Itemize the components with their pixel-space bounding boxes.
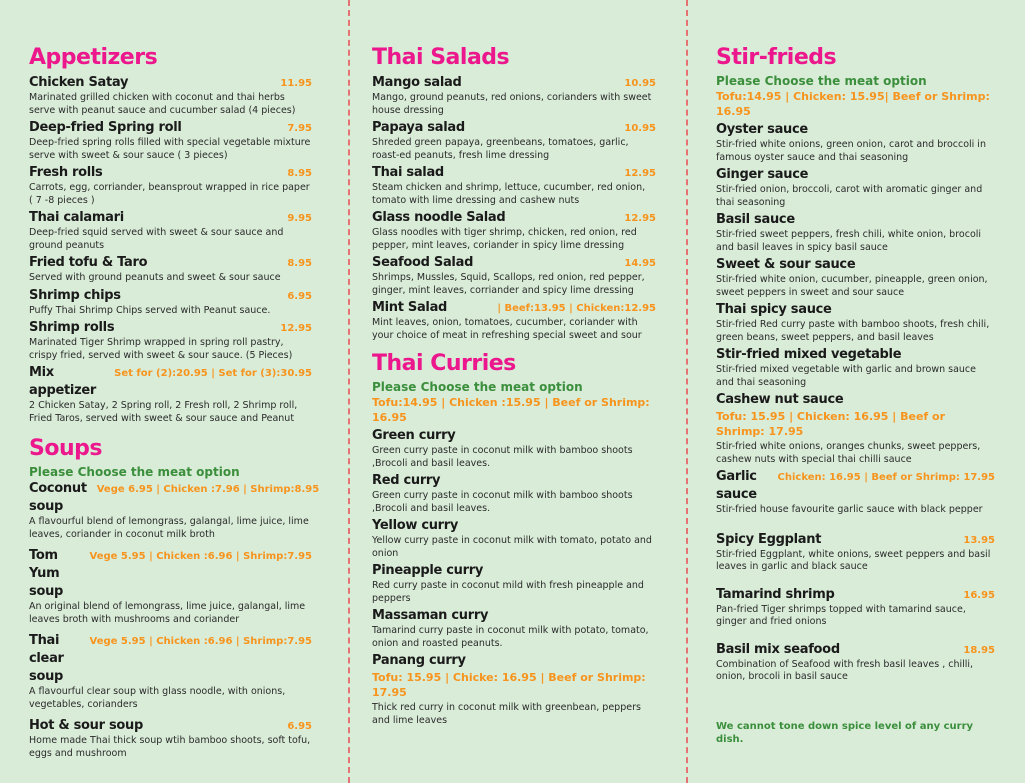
curries-list [372, 427, 656, 727]
menu-item-description: Stir-fried white onions, oranges chunks, sweet peppers, cashew nuts with special thai chilli sauce [716, 441, 981, 465]
menu-item-description: Deep-fried spring rolls filled with special vegetable mixture serve with sweet & sour sauce ( 3 pieces) [29, 137, 311, 161]
menu-item-price: | Beef:13.95 | Chicken:12.95 [497, 303, 656, 314]
menu-item [372, 254, 656, 297]
menu-item [29, 74, 312, 117]
menu-item-header [372, 299, 656, 317]
menu-item-name: Coconut soup [29, 481, 87, 514]
menu-item-name: Fried tofu & Taro [29, 255, 148, 270]
menu-item-name: Mango salad [372, 75, 462, 90]
menu-item-description: Stir-fried onion, broccoli, carot with aromatic ginger and thai seasoning [716, 184, 983, 208]
menu-item [372, 209, 656, 252]
menu-item-header [716, 531, 995, 549]
menu-item-name: Stir-fried mixed vegetable [716, 347, 902, 362]
salads-list [372, 74, 656, 342]
menu-item-name: Red curry [372, 473, 441, 488]
menu-item-price: 16.95 [963, 589, 995, 601]
menu-item-name: Glass noodle Salad [372, 210, 506, 225]
menu-item [716, 256, 995, 299]
menu-item-header [372, 517, 656, 535]
menu-item-header [372, 472, 656, 490]
menu-item-header [716, 211, 995, 229]
menu-item-name: Thai clear soup [29, 633, 64, 684]
curries-choose-note: Please Choose the meat option [372, 380, 583, 394]
menu-item-header [716, 586, 995, 604]
menu-item-name: Papaya salad [372, 120, 465, 135]
menu-item-header [372, 164, 656, 182]
menu-item-name: Seafood Salad [372, 255, 474, 270]
menu-item-header [372, 427, 656, 445]
menu-item [29, 717, 312, 760]
menu-item [372, 562, 656, 605]
menu-item [29, 632, 312, 711]
menu-item [372, 119, 656, 162]
menu-item-name: Thai calamari [29, 210, 124, 225]
menu-item-description: Shrimps, Mussles, Squid, Scallops, red onion, red pepper, ginger, mint leaves, corriander and spicy lime dressing [372, 272, 645, 296]
menu-item [716, 468, 995, 517]
menu-item-name: Pineapple curry [372, 563, 483, 578]
menu-item-name: Ginger sauce [716, 167, 809, 182]
menu-item-header [716, 468, 995, 504]
menu-item-price: Tofu: 15.95 | Chicke: 16.95 | Beef or Shrimp: 17.95 [372, 671, 646, 699]
menu-item-header [372, 607, 656, 625]
soups-title: Soups [29, 436, 102, 461]
menu-item-name: Fresh rolls [29, 165, 103, 180]
menu-item-price: 10.95 [624, 78, 656, 89]
menu-item-description: Green curry paste in coconut milk with bamboo shoots ,Brocoli and basil leaves. [372, 490, 633, 514]
menu-item-description: Puffy Thai Shrimp Chips served with Peanut sauce. [29, 304, 271, 316]
menu-item-name: Basil sauce [716, 212, 795, 227]
menu-item [29, 164, 312, 207]
menu-item-name: Tom Yum soup [29, 548, 64, 599]
soups-choose-note: Please Choose the meat option [29, 465, 240, 479]
menu-item-header [29, 74, 312, 92]
menu-item-header [716, 166, 995, 184]
menu-item-name: Garlic sauce [716, 469, 757, 502]
menu-item-description: Stir-fried mixed vegetable with garlic and brown sauce and thai seasoning [716, 364, 977, 388]
menu-item-header [29, 364, 312, 400]
menu-item-header [372, 119, 656, 137]
menu-item-price: Vege 5.95 | Chicken :6.96 | Shrimp:7.95 [89, 636, 312, 647]
menu-item-description: An original blend of lemongrass, lime juice, galangal, lime leaves broth with mushrooms and coriander [29, 601, 306, 625]
menu-item [29, 209, 312, 252]
menu-item-price: Tofu: 15.95 | Chicken: 16.95 | Beef or Shrimp: 17.95 [716, 410, 946, 438]
menu-item-name: Panang curry [372, 653, 466, 668]
menu-item-description: 2 Chicken Satay, 2 Spring roll, 2 Fresh roll, 2 Shrimp roll, Fried Taros, served with sweet & sour sauce and Peanut [29, 400, 298, 424]
menu-column-left [0, 0, 348, 783]
menu-item-header [29, 119, 312, 137]
menu-item-price: 8.95 [287, 258, 312, 269]
menu-item-header [372, 652, 656, 670]
menu-item-price: 6.95 [287, 721, 312, 732]
menu-item-header [716, 301, 995, 319]
menu-item [29, 480, 320, 541]
menu-item-header [372, 209, 656, 227]
menu-item-description: Home made Thai thick soup wtih bamboo shoots, soft tofu, eggs and mushroom [29, 735, 311, 759]
menu-item-description: Red curry paste in coconut mild with fresh pineapple and peppers [372, 580, 644, 604]
menu-item-price: 6.95 [287, 290, 312, 302]
menu-column-middle [350, 0, 686, 783]
menu-item-description: A flavourful clear soup with glass noodle, with onions, vegetables, corianders [29, 686, 286, 710]
menu-item-name: Hot & sour soup [29, 718, 144, 733]
menu-item-price: 10.95 [624, 123, 656, 134]
menu-item-description: Stir-fried white onion, cucumber, pineapple, green onion, sweet peppers in sweet and sour sauce [716, 274, 988, 298]
salads-title: Thai Salads [372, 45, 510, 70]
menu-item-description: Yellow curry paste in coconut milk with tomato, potato and onion [372, 535, 652, 559]
menu-item-header [29, 164, 312, 182]
spice-footnote: We cannot tone down spice level of any curry dish. [716, 720, 974, 745]
menu-item-name: Thai salad [372, 165, 444, 180]
menu-item [372, 74, 656, 117]
menu-item-name: Deep-fried Spring roll [29, 120, 182, 135]
menu-item-header [29, 254, 312, 272]
menu-item [372, 652, 656, 727]
menu-item-header [29, 632, 312, 686]
menu-item-description: Stir-fried Eggplant, white onions, sweet peppers and basil leaves in garlic and black sauce [716, 548, 991, 572]
menu-item-description: Stir-fried white onions, green onion, carot and broccoli in famous oyster sauce and thai seasoning [716, 139, 986, 163]
menu-item-description: Stir-fried Red curry paste with bamboo shoots, fresh chili, green beans, sweet peppers, and basil leaves [716, 319, 990, 343]
menu-item-name: Massaman curry [372, 608, 489, 623]
menu-item-description: Marinated Tiger Shrimp wrapped in spring roll pastry, crispy fried, served with sweet & sour sauce. (5 Pieces) [29, 337, 293, 361]
menu-item-description: Steam chicken and shrimp, lettuce, cucumber, red onion, tomato with lime dressing and cashew nuts [372, 182, 646, 206]
menu-item-header [29, 480, 320, 516]
menu-item-description: Carrots, egg, corriander, beansprout wrapped in rice paper ( 7 -8 pieces ) [29, 182, 310, 206]
appetizers-title: Appetizers [29, 45, 158, 70]
menu-item [29, 287, 312, 318]
menu-item-header [372, 254, 656, 272]
menu-item [716, 346, 995, 389]
menu-item-header [29, 209, 312, 227]
menu-item-name: Yellow curry [372, 518, 459, 533]
menu-item [716, 391, 995, 466]
stirfrieds-title: Stir-frieds [716, 45, 837, 70]
menu-item-header [716, 641, 995, 659]
menu-item [29, 319, 312, 362]
menu-item [372, 299, 656, 342]
menu-item-name: Mix appetizer [29, 365, 96, 398]
menu-item-description: Mint leaves, onion, tomatoes, cucumber, coriander with your choice of meat in refreshing special sweet and sour [372, 317, 642, 341]
menu-item-description: Green curry paste in coconut milk with bamboo shoots ,Brocoli and basil leaves. [372, 445, 633, 469]
menu-item-description: Shreded green papaya, greenbeans, tomatoes, garlic, roast-ed peanuts, fresh lime dressing [372, 137, 629, 161]
menu-item-header [716, 391, 995, 409]
menu-item-description: Stir-fried house favourite garlic sauce with black pepper [716, 504, 983, 515]
menu-item-name: Chicken Satay [29, 75, 129, 90]
menu-item [372, 427, 656, 470]
menu-item-description: Marinated grilled chicken with coconut and thai herbs serve with peanut sauce and cucumber salad (4 pieces) [29, 92, 296, 116]
menu-item-description: Thick red curry in coconut milk with greenbean, peppers and lime leaves [372, 702, 641, 726]
menu-item-name: Sweet & sour sauce [716, 257, 856, 272]
menu-item-header [372, 74, 656, 92]
menu-item-name: Shrimp rolls [29, 320, 115, 335]
menu-item [716, 586, 995, 629]
menu-item-description: Combination of Seafood with fresh basil leaves , chilli, onion, brocoli in basil sauce [716, 658, 974, 682]
menu-item [372, 472, 656, 515]
menu-item [716, 641, 995, 684]
menu-item-header [29, 547, 312, 601]
menu-item-price: 13.95 [963, 534, 995, 546]
menu-item [716, 211, 995, 254]
menu-item [29, 119, 312, 162]
menu-item-price: 12.95 [624, 168, 656, 179]
menu-item-price: Vege 6.95 | Chicken :7.96 | Shrimp:8.95 [96, 484, 320, 495]
menu-item-header [372, 562, 656, 580]
specials-list [716, 531, 995, 684]
stirfrieds-choose-note: Please Choose the meat option [716, 74, 927, 88]
menu-item [372, 164, 656, 207]
menu-item-description: Mango, ground peanuts, red onions, corianders with sweet house dressing [372, 92, 652, 116]
menu-item-name: Shrimp chips [29, 287, 121, 303]
menu-item-price: 18.95 [963, 644, 995, 656]
menu-item-price: 8.95 [287, 168, 312, 179]
menu-item-price: 14.95 [624, 258, 656, 269]
menu-item-name: Oyster sauce [716, 122, 808, 137]
menu-item [29, 547, 312, 626]
menu-item-price: 9.95 [287, 213, 312, 224]
menu-item-description: Tamarind curry paste in coconut milk with potato, tomato, onion and roasted peanuts. [372, 625, 649, 649]
menu-item-price: Set for (2):20.95 | Set for (3):30.95 [114, 368, 312, 379]
menu-item-description: A flavourful blend of lemongrass, galangal, lime juice, lime leaves, coriander in coconut milk broth [29, 516, 309, 540]
menu-item-description: Stir-fried sweet peppers, fresh chili, white onion, brocoli and basil leaves in spicy basil sauce [716, 229, 982, 253]
curries-title: Thai Curries [372, 351, 516, 376]
menu-item-header [29, 319, 312, 337]
menu-item-name: Tamarind shrimp [716, 586, 835, 602]
menu-item-description: Glass noodles with tiger shrimp, chicken, red onion, red pepper, mint leaves, coriander in spicy lime dressing [372, 227, 637, 251]
menu-item-name: Cashew nut sauce [716, 392, 844, 407]
menu-item-price: 12.95 [624, 213, 656, 224]
menu-item-name: Mint Salad [372, 300, 448, 315]
menu-item-header [29, 287, 312, 305]
menu-item-price: 12.95 [280, 323, 312, 334]
appetizers-list [29, 74, 312, 425]
stirfrieds-prices: Tofu:14.95 | Chicken: 15.95| Beef or Shrimp: 16.95 [716, 90, 990, 118]
menu-item-description: Served with ground peanuts and sweet & sour sauce [29, 272, 281, 283]
menu-column-right [688, 0, 1025, 783]
menu-item [716, 121, 995, 164]
menu-item-name: Green curry [372, 428, 456, 443]
menu-item [716, 531, 995, 574]
menu-item [29, 254, 312, 285]
menu-item-price: Chicken: 16.95 | Beef or Shrimp: 17.95 [777, 472, 995, 483]
menu-item [716, 166, 995, 209]
menu-item-price: 11.95 [280, 78, 312, 89]
menu-item-price: Vege 5.95 | Chicken :6.96 | Shrimp:7.95 [89, 551, 312, 562]
menu-item-header [29, 717, 312, 735]
menu-item-price: 7.95 [287, 123, 312, 134]
menu-item [29, 364, 312, 425]
soups-list [29, 480, 320, 760]
menu-item-header [716, 121, 995, 139]
stirfrieds-list [716, 121, 995, 517]
menu-item-name: Basil mix seafood [716, 641, 840, 657]
menu-item [716, 301, 995, 344]
menu-item-description: Deep-fried squid served with sweet & sour sauce and ground peanuts [29, 227, 284, 251]
menu-item-name: Spicy Eggplant [716, 531, 822, 547]
menu-item [372, 517, 656, 560]
menu-item [372, 607, 656, 650]
menu-item-name: Thai spicy sauce [716, 302, 832, 317]
menu-item-header [716, 346, 995, 364]
menu-item-header [716, 256, 995, 274]
menu-item-description: Pan-fried Tiger shrimps topped with tamarind sauce, ginger and fried onions [716, 603, 966, 627]
curries-prices: Tofu:14.95 | Chicken :15.95 | Beef or Shrimp: 16.95 [372, 396, 650, 424]
